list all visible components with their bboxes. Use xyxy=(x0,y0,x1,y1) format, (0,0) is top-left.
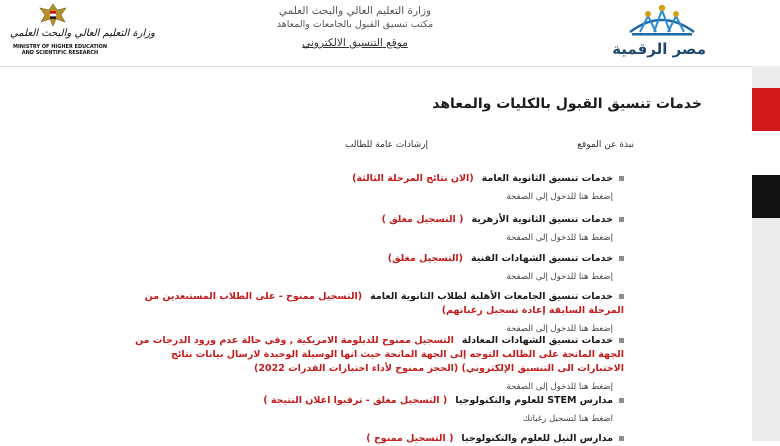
header-titles xyxy=(240,4,470,51)
service-name: خدمات تنسيق الشهادات المعادلة xyxy=(461,335,613,346)
flag-black-band xyxy=(752,175,780,218)
service-item-technical xyxy=(124,252,624,283)
service-item-nile-schools xyxy=(124,432,624,446)
service-status: (التسجيل مغلق) xyxy=(387,253,463,264)
service-enter-link[interactable]: اضغط هنا لتسجيل رغباتك xyxy=(523,414,613,424)
service-name: خدمات تنسيق الجامعات الأهلية لطلاب الثانوية العامة xyxy=(370,291,613,302)
ministry-title: وزارة التعليم العالي والبحث العلمي xyxy=(278,5,432,17)
site-header xyxy=(0,0,780,67)
service-name: خدمات تنسيق الثانوية العامة xyxy=(481,173,613,184)
service-item-equivalent xyxy=(124,334,624,393)
service-enter-link[interactable]: إضغط هنا للدخول إلى الصفحة xyxy=(506,272,613,282)
eagle-emblem-icon xyxy=(36,2,70,28)
service-name: مدارس النيل للعلوم والتكنولوجيا xyxy=(461,433,613,444)
service-item-stem xyxy=(124,394,624,425)
office-title: مكتب تنسيق القبول بالجامعات والمعاهد xyxy=(276,19,434,30)
service-status: (التسجيل ممنوح - على الطلاب المستبعدين من المرحلة السابقة إعادة تسجيل رغباتهم) xyxy=(144,291,624,316)
flag-white-band xyxy=(752,131,780,175)
bullet-icon xyxy=(619,256,624,261)
bullet-icon xyxy=(619,338,624,343)
digital-egypt-crest-icon xyxy=(612,2,712,42)
service-status: ( التسجيل مغلق - ترقبوا اعلان النتيجة ) xyxy=(263,395,448,406)
student-guide-link[interactable]: إرشادات عامة للطالب xyxy=(344,140,428,150)
page-edge-bottom xyxy=(752,218,780,441)
service-item-azhar xyxy=(124,213,624,244)
service-name: خدمات تنسيق الثانوية الأزهرية xyxy=(471,214,613,225)
flag-red-band xyxy=(752,88,780,131)
service-item-private-universities xyxy=(124,290,624,335)
service-item-thanaweya-amma xyxy=(124,172,624,203)
digital-egypt-wordmark: مصر الرقمية xyxy=(612,40,706,58)
service-enter-link[interactable]: إضغط هنا للدخول إلى الصفحة xyxy=(506,233,613,243)
page-edge-top xyxy=(752,66,780,88)
service-enter-link[interactable]: إضغط هنا للدخول إلى الصفحة xyxy=(506,192,613,202)
page-title: خدمات تنسيق القبول بالكليات والمعاهد xyxy=(432,96,702,112)
service-status: ( التسجيل ممنوح ) xyxy=(366,433,454,444)
ministry-logo-english: MINISTRY OF HIGHER EDUCATION AND SCIENTIFIC RESEARCH xyxy=(12,44,108,56)
ministry-logo-arabic: وزارة التعليم العالي والبحث العلمي xyxy=(10,28,155,39)
bullet-icon xyxy=(619,294,624,299)
bullet-icon xyxy=(619,176,624,181)
top-links xyxy=(152,140,752,154)
bullet-icon xyxy=(619,398,624,403)
service-enter-link[interactable]: إضغط هنا للدخول إلى الصفحة xyxy=(506,382,613,392)
bullet-icon xyxy=(619,436,624,441)
service-status: التسجيل ممنوح للدبلومة الامريكية , وفي حالة عدم ورود الدرجات من الجهة المانحة على الطالب التوجه إلى الجهة المانحة حيث انها الوسيلة الوحيدة لارسال بيانات نتائج الاختبارات الى التنسيق الإلكتروني) (الحجز ممنوح لأداء اختبارات القدرات 2022) xyxy=(135,335,624,374)
service-name: مدارس STEM للعلوم والتكنولوجيا xyxy=(455,395,613,406)
digital-egypt-logo[interactable] xyxy=(612,2,712,64)
main-content xyxy=(86,66,752,444)
service-status: (الان نتائج المرحلة الثالثة) xyxy=(352,173,474,184)
egypt-flag-stripe xyxy=(752,88,780,218)
bullet-icon xyxy=(619,217,624,222)
site-title-link[interactable]: موقع التنسيق الالكتروني xyxy=(302,37,408,49)
about-site-link[interactable]: نبذة عن الموقع xyxy=(577,140,634,150)
ministry-logo[interactable] xyxy=(4,0,155,64)
service-enter-link[interactable]: إضغط هنا للدخول إلى الصفحة xyxy=(506,324,613,334)
service-status: ( التسجيل مغلق ) xyxy=(381,214,464,225)
service-name: خدمات تنسيق الشهادات الفنية xyxy=(471,253,613,264)
